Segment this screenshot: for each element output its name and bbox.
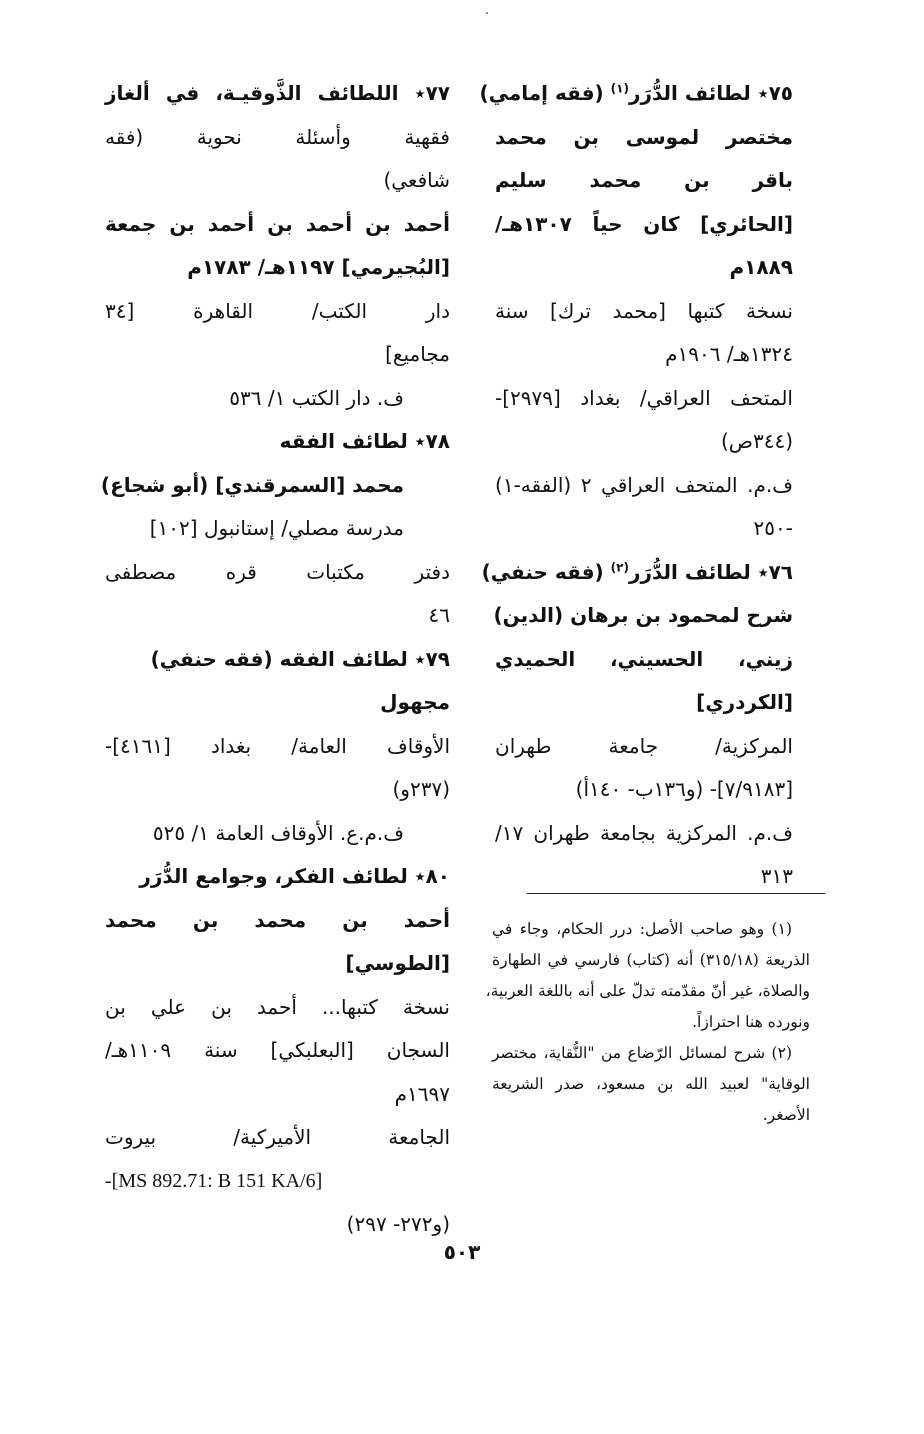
left-column-line (105, 420, 450, 464)
line-text: ٧٧٭ اللطائف الذَّوقيـة، في ألغاز (105, 81, 450, 105)
left-column-line (105, 72, 450, 116)
line-text: شافعي) (383, 168, 450, 192)
right-column-line (495, 681, 793, 725)
left-column-line (105, 1116, 450, 1160)
footnote-marker: (٢) (610, 559, 629, 574)
left-column (100, 72, 450, 1247)
line-text: ف.م.ع. الأوقاف العامة ١/ ٥٢٥ (152, 820, 404, 845)
line-text: باقر بن محمد سليم (495, 168, 793, 192)
left-column-line (105, 246, 450, 290)
footnote-line: (٢) شرح لمسائل الرّضاع من "النُّقاية، مختصر (492, 1044, 792, 1062)
right-column-line (495, 159, 793, 203)
right-column-line (495, 768, 793, 812)
left-column-line (105, 1160, 450, 1204)
left-column-line (105, 116, 450, 160)
left-column-line (105, 1029, 450, 1073)
line-text: [الكردري] (696, 690, 793, 714)
footnote-line: ونورده هنا احترازاً. (692, 1013, 810, 1031)
right-column-line (495, 203, 793, 247)
right-column-line (495, 812, 793, 856)
right-column-line (481, 551, 793, 595)
footnote-line: الأصغر. (762, 1106, 810, 1124)
line-text: مجهول (380, 690, 450, 714)
line-text: ٧٥٭ لطائف الدُّرَر (628, 81, 793, 105)
footnote-line: الوقاية" لعبيد الله بن مسعود، صدر الشريعة (492, 1075, 810, 1093)
page-number: ٥٠٣ (443, 1240, 481, 1264)
line-text: مجاميع] (385, 342, 450, 366)
left-column-line (105, 1073, 450, 1117)
line-text: [الحائري] كان حياً ١٣٠٧هـ/ (495, 211, 793, 236)
line-text: نسخة كتبها [محمد ترك] سنة (495, 298, 793, 323)
footnotes (485, 914, 810, 1131)
right-column-line (495, 420, 793, 464)
line-text: أحمد بن أحمد بن أحمد بن جمعة (105, 211, 450, 236)
line-text: الجامعة الأميركية/ بيروت (105, 1125, 450, 1149)
line-text: (و٢٧٢- ٢٩٧) (346, 1212, 450, 1236)
footnote-line: الذريعة (٣١٥/١٨) أنه (كتاب) فارسي في الطهارة (492, 951, 810, 969)
right-column-line (479, 72, 793, 116)
line-text: الأوقاف العامة/ بغداد [٤١٦١]- (105, 733, 450, 758)
right-column-line (495, 246, 793, 290)
line-text: المتحف العراقي/ بغداد [٢٩٧٩]- (495, 385, 793, 410)
line-text: ١٦٩٧م (394, 1081, 450, 1106)
right-column-line (495, 377, 793, 421)
line-text: ٧٩٭ لطائف الفقه (فقه حنفي) (150, 646, 450, 671)
line-text: (٢٣٧و) (392, 777, 450, 801)
left-column-line (105, 942, 450, 986)
right-column (479, 72, 793, 899)
right-column-line (495, 116, 793, 160)
left-column-line (105, 333, 450, 377)
line-text: ف. دار الكتب ١/ ٥٣٦ (229, 385, 404, 410)
line-text: -٢٥٠ (753, 516, 793, 540)
right-column-line (495, 725, 793, 769)
line-text: ٧٦٭ لطائف الدُّرَر (628, 559, 793, 584)
line-text: -[MS 892.71: B 151 KA/6] (105, 1169, 323, 1192)
left-column-line (105, 812, 450, 856)
left-column-line (105, 899, 450, 943)
line-text: ١٣٢٤هـ/ ١٩٠٦م (665, 342, 793, 366)
scan-speck (486, 12, 488, 14)
line-text: [البُجيرمي] ١١٩٧هـ/ ١٧٨٣م (187, 255, 450, 279)
line-text: محمد [السمرقندي] (أبو شجاع) (100, 472, 404, 497)
line-text: المركزية/ جامعة طهران (495, 733, 793, 758)
line-text: ف.م. المتحف العراقي ٢ (الفقه-١) (495, 472, 793, 497)
left-column-line (105, 507, 450, 551)
left-column-line (105, 377, 450, 421)
line-text: شرح لمحمود بن برهان (الدين) (493, 603, 793, 627)
right-column-line (495, 290, 793, 334)
line-text: دفتر مكتبات قره مصطفى (105, 559, 450, 584)
footnote-marker: (١) (610, 81, 629, 96)
left-column-line (105, 159, 450, 203)
line-text: مدرسة مصلي/ إستانبول [١٠٢] (149, 516, 404, 540)
left-column-line (105, 551, 450, 595)
line-text: مختصر لموسى بن محمد (495, 124, 793, 149)
right-column-line (495, 507, 793, 551)
line-text: زيني، الحسيني، الحميدي (495, 646, 793, 671)
left-column-line (105, 638, 450, 682)
line-text: ٤٦ (428, 603, 450, 627)
right-column-line (495, 464, 793, 508)
left-column-line (105, 855, 450, 899)
left-column-line (100, 464, 450, 508)
left-column-line (105, 681, 450, 725)
line-text: دار الكتب/ القاهرة [٣٤ (105, 298, 450, 323)
line-text: ٨٠٭ لطائف الفكر، وجوامع الدُّرَر (139, 864, 450, 888)
subject-tag: (فقه إمامي) (479, 81, 611, 105)
left-column-line (105, 768, 450, 812)
line-text: أحمد بن محمد بن محمد (105, 907, 450, 932)
left-column-line (105, 290, 450, 334)
left-column-line (105, 594, 450, 638)
line-text: فقهية وأسئلة نحوية (فقه (105, 124, 450, 149)
line-text: ف.م. المركزية بجامعة طهران ١٧/ (495, 820, 793, 845)
right-column-line (495, 333, 793, 377)
right-column-line (495, 594, 793, 638)
line-text: ٧٨٭ لطائف الفقه (279, 429, 450, 453)
footnote-separator (527, 893, 825, 894)
line-text: [٧/٩١٨٣]- (و١٣٦ب- ١٤٠أ) (575, 777, 793, 801)
subject-tag: (فقه حنفي) (481, 559, 611, 584)
right-column-line (495, 638, 793, 682)
footnote-line: (١) وهو صاحب الأصل: درر الحكام، وجاء في (492, 920, 792, 938)
left-column-line (105, 725, 450, 769)
line-text: (٣٤٤ص) (720, 429, 793, 453)
line-text: السجان [البعلبكي] سنة ١١٠٩هـ/ (105, 1038, 450, 1062)
line-text: نسخة كتبها... أحمد بن علي بن (105, 994, 450, 1019)
line-text: ١٨٨٩م (729, 255, 793, 279)
footnote-line: والصلاة، غير أنّ مقدّمته تدلّ على أنه باللغة العربية، (485, 982, 810, 1000)
left-column-line (105, 203, 450, 247)
right-column-line (495, 855, 793, 899)
left-column-line (105, 986, 450, 1030)
line-text: ٣١٣ (760, 864, 793, 888)
line-text: [الطوسي] (345, 951, 450, 975)
